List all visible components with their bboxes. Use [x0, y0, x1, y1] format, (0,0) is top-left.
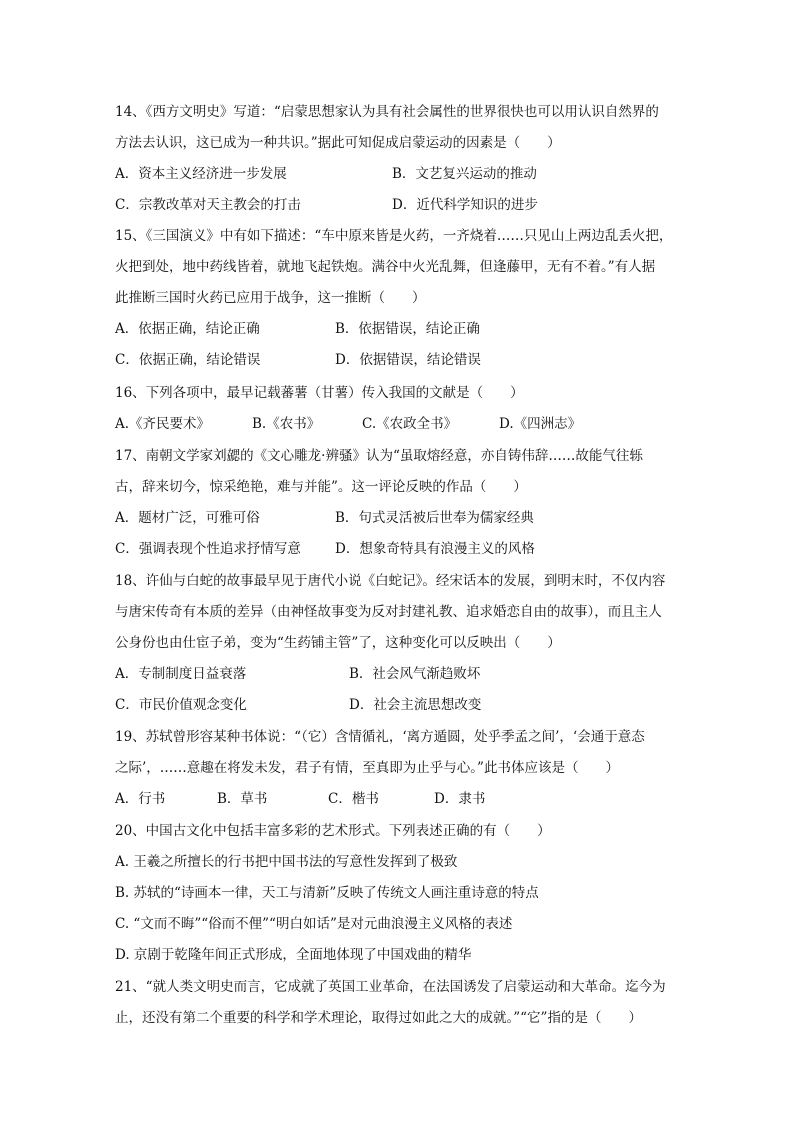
q16-stem: 16、下列各项中，最早记载蕃薯（甘薯）传入我国的文献是（ ）: [115, 385, 524, 401]
q15-option-a: A．依据正确，结论正确: [115, 321, 260, 337]
q16-option-c: C.《农政全书》: [362, 416, 458, 432]
q16-option-b: B.《农书》: [252, 416, 321, 432]
q18-option-d: D．社会主流思想改变: [349, 697, 482, 713]
q15-stem-line-1: 15、《三国演义》中有如下描述：“车中原来皆是火药，一齐烧着……只见山上两边乱丢火把，: [115, 228, 673, 244]
q18-option-a: A．专制制度日益衰落: [115, 666, 247, 682]
q16-option-d: D.《四洲志》: [499, 416, 582, 432]
q18-stem-line-3: 公身份也由仕宦子弟，变为“生药铺主管”了，这种变化可以反映出（ ）: [115, 635, 561, 651]
q19-option-c: C．楷书: [328, 791, 379, 807]
q14-option-d: D．近代科学知识的进步: [392, 197, 538, 213]
q15-option-b: B．依据错误，结论正确: [335, 321, 480, 337]
q14-option-b: B．文艺复兴运动的推动: [392, 166, 537, 182]
q17-stem-line-2: 古，辞来切今，惊采绝艳，难与并能”。这一评论反映的作品（ ）: [115, 479, 527, 495]
q20-option-d: D. 京剧于乾隆年间正式形成，全面地体现了中国戏曲的精华: [115, 947, 472, 963]
q15-stem-line-2: 火把到处，地中药线皆着，就地飞起铁炮。满谷中火光乱舞，但逢藤甲，无有不着。”有人据: [115, 259, 656, 275]
q20-option-a: A. 王羲之所擅长的行书把中国书法的写意性发挥到了极致: [115, 854, 458, 870]
q19-option-b: B．草书: [217, 791, 268, 807]
q15-option-d: D．依据错误，结论错误: [335, 352, 481, 368]
q17-stem-line-1: 17、南朝文学家刘勰的《文心雕龙·辨骚》认为“虽取熔经意，亦自铸伟辞……故能气往轹: [115, 448, 643, 464]
q18-option-c: C．市民价值观念变化: [115, 697, 247, 713]
q19-stem-line-2: 之际’，……意趣在将发未发，君子有情，至真即为止乎与心。”此书体应该是（ ）: [115, 760, 619, 776]
q15-stem-line-3: 此推断三国时火药已应用于战争，这一推断（ ）: [115, 290, 426, 306]
q19-stem-line-1: 19、苏轼曾形容某种书体说：“（它）含情循礼，‘离方遁圆，处乎季孟之间’，‘会通于意态: [115, 729, 645, 745]
q21-stem-line-1: 21、“就人类文明史而言，它成就了英国工业革命，在法国诱发了启蒙运动和大革命。迄今为: [115, 979, 666, 995]
q20-option-c: C. “文而不晦”“俗而不俚”“明白如话”是对元曲浪漫主义风格的表述: [115, 916, 513, 932]
q20-stem: 20、中国古文化中包括丰富多彩的艺术形式。下列表述正确的有（ ）: [115, 823, 551, 839]
q17-option-b: B．句式灵活被后世奉为儒家经典: [335, 510, 534, 526]
q17-option-a: A．题材广泛，可雅可俗: [115, 510, 260, 526]
q20-option-b: B. 苏轼的“诗画本一律，天工与清新”反映了传统文人画注重诗意的特点: [115, 885, 539, 901]
q16-option-a: A.《齐民要术》: [115, 416, 211, 432]
q21-stem-line-2: 止，还没有第二个重要的科学和学术理论，取得过如此之大的成就。”“它”指的是（ ）: [115, 1010, 642, 1026]
q19-option-a: A．行书: [115, 791, 166, 807]
q17-option-c: C．强调表现个性追求抒情写意: [115, 541, 301, 557]
q19-option-d: D．隶书: [434, 791, 486, 807]
q15-option-c: C．依据正确，结论错误: [115, 352, 261, 368]
q18-option-b: B．社会风气渐趋败坏: [349, 666, 481, 682]
q14-stem-line-1: 14、《西方文明史》写道：“启蒙思想家认为具有社会属性的世界很快也可以用认识自然界的: [115, 104, 659, 120]
q14-option-c: C．宗教改革对天主教会的打击: [115, 197, 301, 213]
q14-stem-line-2: 方法去认识，这已成为一种共识。”据此可知促成启蒙运动的因素是（ ）: [115, 135, 561, 151]
q14-option-a: A．资本主义经济进一步发展: [115, 166, 287, 182]
q17-option-d: D．想象奇特具有浪漫主义的风格: [335, 541, 535, 557]
q18-stem-line-2: 与唐宋传奇有本质的差异（由神怪故事变为反对封建礼教、追求婚恋自由的故事），而且主人: [115, 604, 662, 620]
q18-stem-line-1: 18、许仙与白蛇的故事最早见于唐代小说《白蛇记》。经宋话本的发展，到明末时，不仅内容: [115, 573, 666, 589]
